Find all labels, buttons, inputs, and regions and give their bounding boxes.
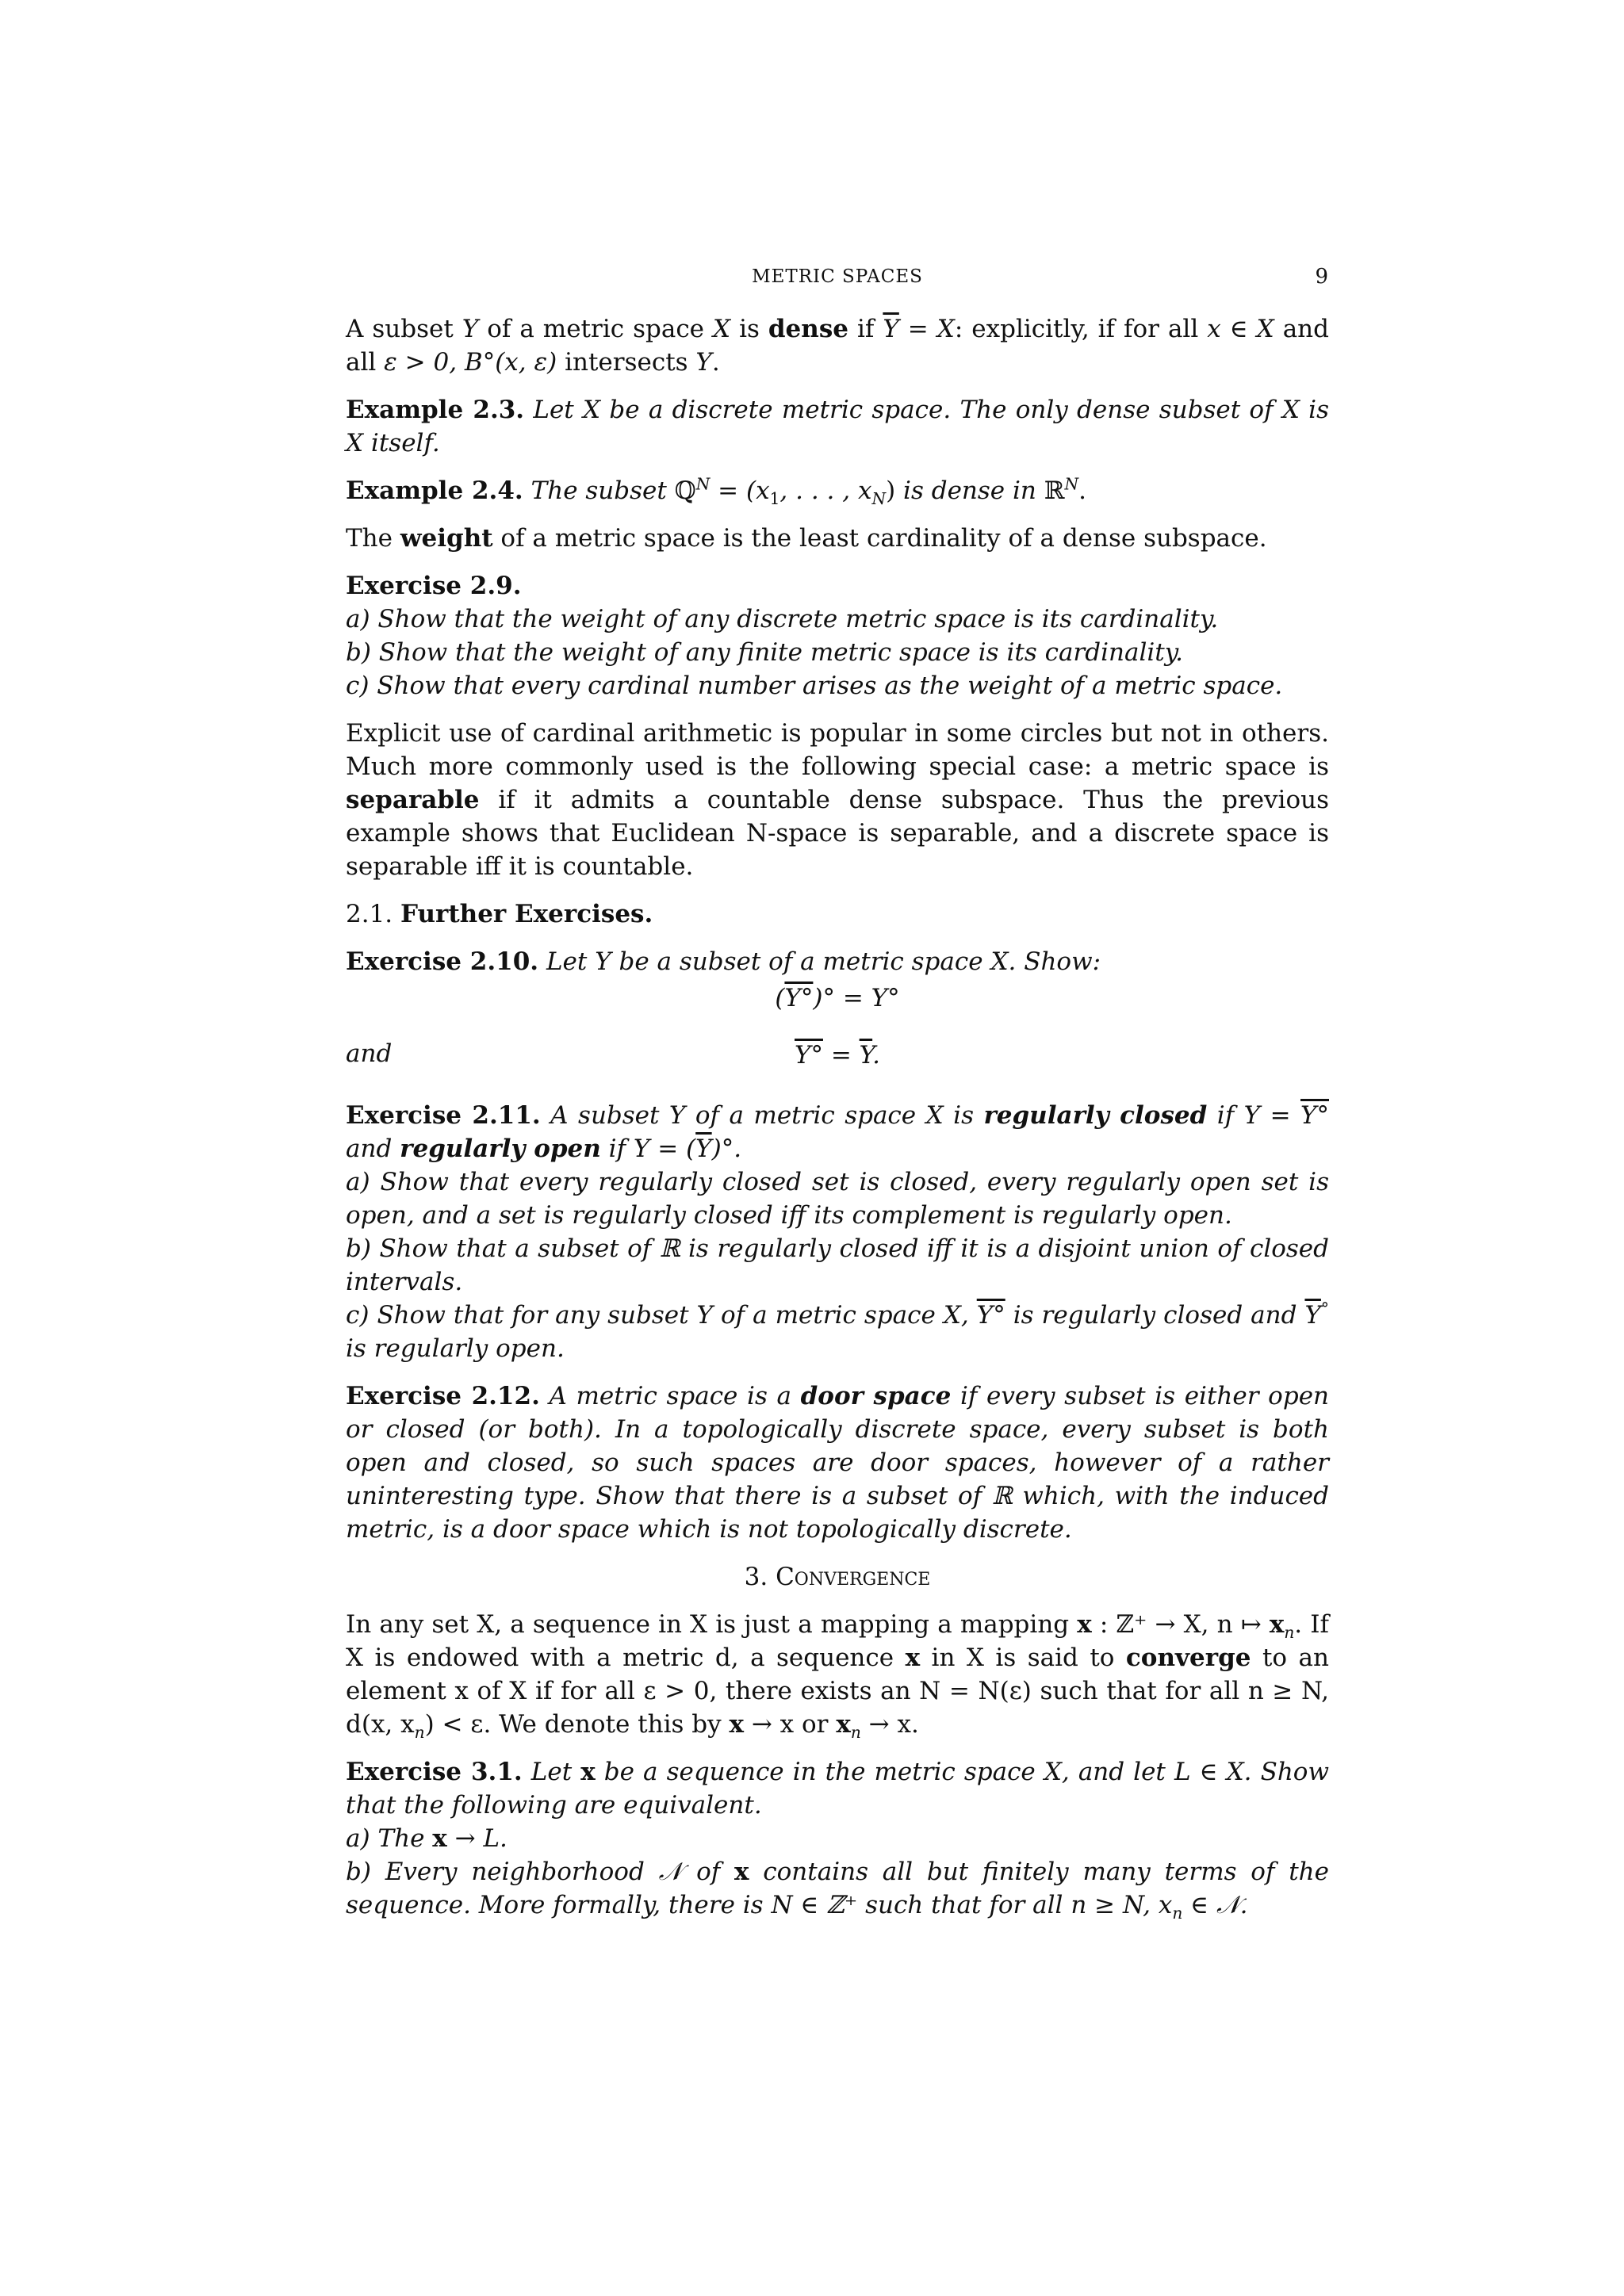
exercise-2-12: Exercise 2.12. A metric space is a door space if every subset is either open or closed (or both). In a topologically discrete space, every subset is both open and closed, so such spaces are door spaces, however of a rather uninteresting type. Show that there is a subset of ℝ which, with the induced metric, is a door space which is not topologically discrete. (346, 1382, 1330, 1544)
exercise-2-10: Exercise 2.10. Let Y be a subset of a metric space X. Show: (Y°)° = Y° and $Y^\circ = \overline{Y}$. (346, 945, 1329, 1085)
section-heading: 3. Convergence (744, 1563, 931, 1591)
convergence-definition: In any set X, a sequence in X is just a mapping a mapping x : ℤ⁺ → X, n ↦ $x_n$. If X is endowed with a metric d, a sequence x in X is said to converge to an element x of X if for all ε > 0, there exists an N = N(ε) such that for all n ≥ N, d(x, $x_n) < \varepsilon$. We denote this by x → x or $x_n \to x$. (346, 1610, 1329, 1743)
dense-definition: A subset Y of a metric space X is dense if $\overline{Y} = X$: explicitly, if for all x ∈ X and all ε > 0, B°(x, ε) intersects Y. (346, 315, 1329, 377)
page-content (346, 312, 1329, 1936)
exercise-item: b) Show that the weight of any finite metric space is its cardinality. (346, 638, 1183, 667)
running-header (346, 260, 1329, 292)
term-separable: separable (346, 786, 480, 814)
example-2-4: Example 2.4. The subset ℚ$^N$ = ($x_1$, . . . , $x_N$) is dense in ℝ$^N$. (346, 474, 1086, 509)
term-weight: weight (400, 524, 493, 553)
exercise-item: b) Every neighborhood 𝒩 of x contains all but finitely many terms of the sequence. More formally, there is N ∈ ℤ⁺ such that for all n ≥ N, $x_n$ ∈ 𝒩. (346, 1858, 1329, 1923)
term-converge: converge (1125, 1644, 1251, 1672)
term-dense: dense (768, 315, 848, 343)
exercise-item: a) Show that the weight of any discrete metric space is its cardinality. (346, 605, 1219, 633)
exercise-item: b) Show that a subset of ℝ is regularly closed iff it is a disjoint union of closed intervals. (346, 1234, 1329, 1296)
example-2-3: Example 2.3. Let X be a discrete metric space. The only dense subset of X is X itself. (346, 396, 1329, 457)
exercise-3-1: Exercise 3.1. Let x be a sequence in the metric space X, and let L ∈ X. Show that the following are equivalent. a) The x → L. b) Every neighborhood 𝒩 of x contains all but finitely many terms of the sequence. More formally, there is N ∈ ℤ⁺ such that for all n ≥ N, $x_n$ ∈ 𝒩. (346, 1758, 1329, 1923)
exercise-item: c) Show that every cardinal number arises as the weight of a metric space. (346, 672, 1283, 700)
separable-definition: Explicit use of cardinal arithmetic is popular in some circles but not in others. Much more commonly used is the following special case: a metric space is separable if it admits a countable dense subspace. Thus the previous example shows that Euclidean N-space is separable, and a discrete space is separable iff it is countable. (346, 719, 1329, 881)
equation-1: (Y°)° = Y° (775, 984, 900, 1012)
subsection-heading: 2.1. Further Exercises. (346, 900, 653, 928)
exercise-item: a) The x → L. (346, 1824, 508, 1853)
exercise-item: c) Show that for any subset Y of a metric space X, Y° is regularly closed and $\overline{Y}^\circ$ is regularly open. (346, 1299, 1329, 1363)
equation-2: $Y^\circ = \overline{Y}$. (795, 1041, 880, 1070)
equation-2-row: and $Y^\circ = \overline{Y}$. (346, 1018, 1329, 1085)
exercise-2-9: Exercise 2.9. a) Show that the weight of any discrete metric space is its cardinality. b) Show that the weight of any finite metric space is its cardinality. c) Show that every cardinal number arises as the weight of a metric space. (346, 569, 1329, 702)
weight-definition: The weight of a metric space is the least cardinality of a dense subspace. (346, 524, 1267, 553)
page-number: 9 (1315, 265, 1329, 289)
exercise-item: a) Show that every regularly closed set is closed, every regularly open set is open, and a set is regularly closed iff its complement is regularly open. (346, 1168, 1329, 1230)
running-title: METRIC SPACES (752, 266, 923, 287)
exercise-2-11: Exercise 2.11. A subset Y of a metric space X is regularly closed if Y = Y° and regularly open if $Y = (\overline{Y})^\circ$. a) Show that every regularly closed set is closed, every regularly open set is open, and a set is regularly closed iff its complement is regularly open. b) Show that a subset of ℝ is regularly closed iff it is a disjoint union of closed intervals. c) Show that for any subset Y of a metric space X, Y° is regularly closed and $\overline{Y}^\circ$ is regularly open. (346, 1099, 1329, 1365)
